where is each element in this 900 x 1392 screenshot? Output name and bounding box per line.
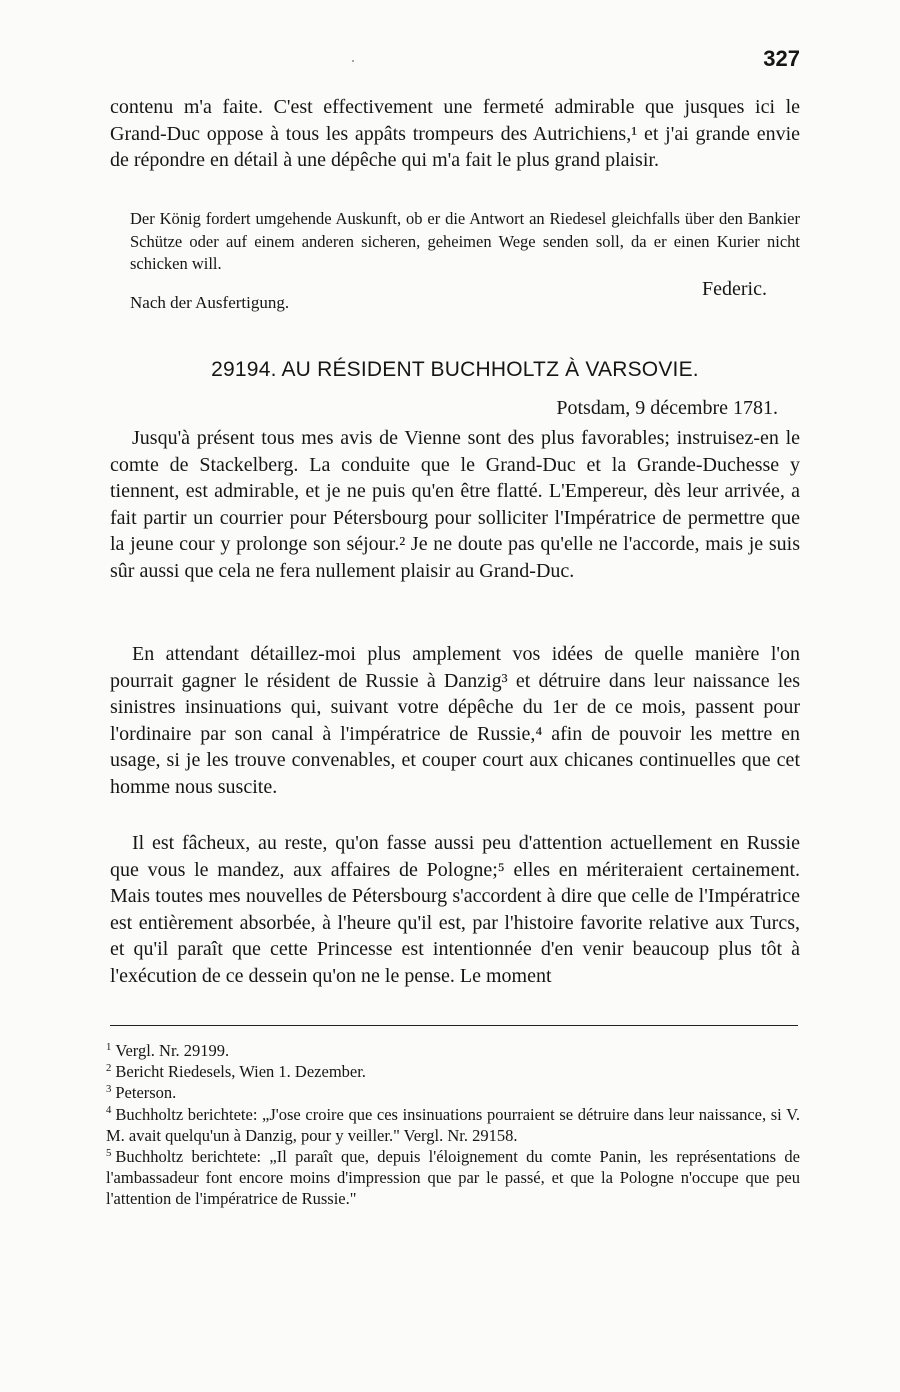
page-number: 327 [763,46,800,71]
footnote-item [106,1061,800,1082]
letter-heading: 29194. AU RÉSIDENT BUCHHOLTZ À VARSOVIE. [211,358,699,381]
footnote-item [106,1040,800,1061]
footnote-text: Buchholtz berichtete: „Il paraît que, depuis l'éloignement du comte Panin, les représentations de l'ambassadeur font encore moins d'impression que par le passé, et que la Pologne n'occupe que peu l'attention de l'impératrice de Russie." [106,1147,800,1209]
footnote-item [106,1104,800,1146]
footnotes [106,1040,800,1210]
source-note: Nach der Ausfertigung. [130,293,290,312]
continuation-paragraph: contenu m'a faite. C'est effectivement une fermeté admirable que jusques ici le Grand-Duc oppose à tous les appâts trompeurs des Autrichiens,¹ et j'ai grande envie de répondre en détail à une dépêche qui m'a fait le plus grand plaisir. [110,96,800,172]
footnote-mark: 5 [106,1146,112,1159]
footnote-item [106,1082,800,1103]
footnote-mark: 2 [106,1061,112,1074]
footnote-item [106,1146,800,1210]
footnote-text: Bericht Riedesels, Wien 1. Dezember. [115,1062,366,1082]
signature: Federic. [702,278,767,300]
footnote-mark: 3 [106,1082,112,1095]
footnote-divider [110,1025,798,1026]
letter-dateline: Potsdam, 9 décembre 1781. [556,397,778,419]
print-speck [352,60,354,62]
footnote-text: Vergl. Nr. 29199. [115,1041,230,1060]
letter-paragraph: Jusqu'à présent tous mes avis de Vienne sont des plus favorables; instruisez-en le comte de Stackelberg. La conduite que le Grand-Duc et la Grande-Duchesse y tiennent, est admirable, et je ne puis qu'en être flatté. L'Empereur, dès leur arrivée, a fait partir un courrier pour Pétersbourg pour solliciter l'Impératrice de permettre que la jeune cour y prolonge son séjour.² Je ne doute pas qu'elle ne l'accorde, mais je suis sûr aussi que cela ne fera nullement plaisir au Grand-Duc. [110,427,800,582]
letter-paragraph: Il est fâcheux, au reste, qu'on fasse aussi peu d'attention actuellement en Russie que vous le mandez, aux affaires de Pologne;⁵ elles en mériteraient certainement. Mais toutes mes nouvelles de Pétersbourg s'accordent à dire que celle de l'Impératrice est entièrement absorbée, à l'heure qu'il est, par l'histoire favorite relative aux Turcs, et qu'il paraît que cette Princesse est intentionnée d'en venir beaucoup plus tôt à l'exécution de ce dessein qu'on ne le pense. Le moment [110,832,800,987]
footnote-text: Buchholtz berichtete: „J'ose croire que ces insinuations pourraient se détruire dans leur naissance, si V. M. avait quelqu'un à Danzig, pour y veiller." Vergl. Nr. 29158. [106,1104,800,1145]
footnote-mark: 1 [106,1040,112,1053]
summary-note: Der König fordert umgehende Auskunft, ob er die Antwort an Riedesel gleichfalls über den Bankier Schütze oder auf einem anderen sicheren, geheimen Wege senden soll, da er einen Kurier nicht schicken will. [130,209,800,273]
footnote-mark: 4 [106,1104,112,1117]
footnote-text: Peterson. [115,1083,177,1103]
letter-paragraph: En attendant détaillez-moi plus amplement vos idées de quelle manière l'on pourrait gagner le résident de Russie à Danzig³ et détruire dans leur naissance les sinistres insinuations qui, suivant votre dépêche du 1er de ce mois, passent pour l'ordinaire par son canal à l'impératrice de Russie,⁴ afin de pouvoir les mettre en usage, si je les trouve convenables, et couper court aux chicanes continuelles que cet homme nous suscite. [110,643,800,798]
